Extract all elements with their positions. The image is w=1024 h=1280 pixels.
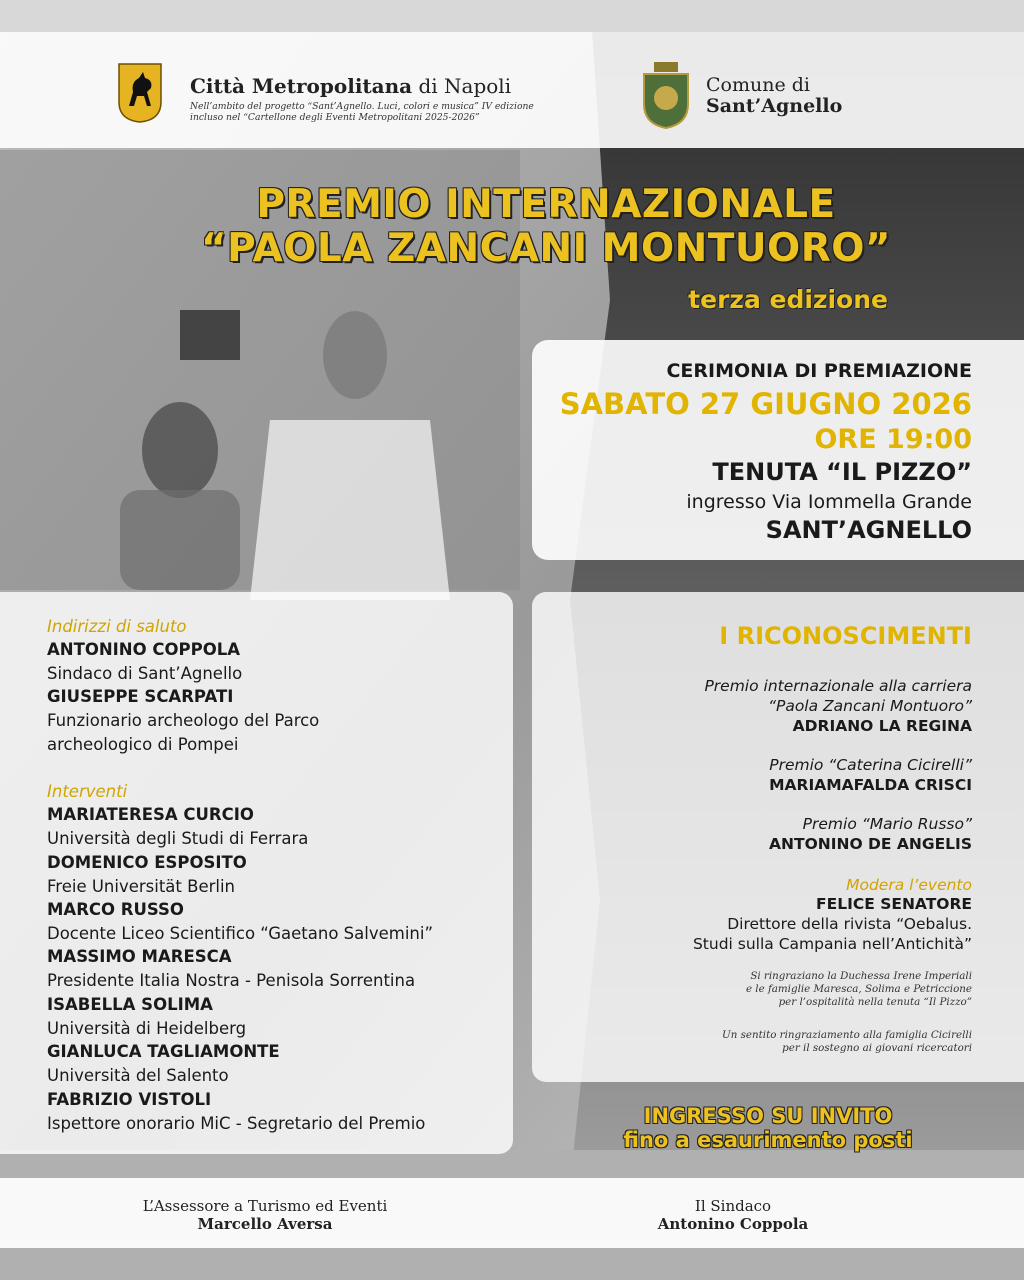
ceremony-label: CERIMONIA DI PREMIAZIONE (666, 360, 972, 382)
greetings-label: Indirizzi di saluto (47, 617, 187, 636)
awards-heading: I RICONOSCIMENTI (719, 622, 972, 650)
metropolitan-city-title: Città Metropolitana di Napoli (190, 74, 512, 98)
speaker-name: ANTONINO COPPOLA (47, 640, 241, 659)
comune-line2: Sant’Agnello (706, 95, 843, 117)
speaker-role: Università degli Studi di Ferrara (47, 829, 309, 848)
award-winner: ADRIANO LA REGINA (792, 717, 972, 735)
speaker-role: Sindaco di Sant’Agnello (47, 664, 243, 683)
mayor-name: Antonino Coppola (657, 1215, 809, 1233)
thanks-note: Si ringraziano la Duchessa Irene Imperiali e le famiglie Maresca, Solima e Petriccione per l’ospitalità nella tenuta “Il Pizzo” (745, 970, 972, 1008)
event-venue: TENUTA “IL PIZZO” (712, 458, 972, 486)
speaker-role: Università del Salento (47, 1066, 229, 1085)
speaker-name: DOMENICO ESPOSITO (47, 853, 247, 872)
award-title: Premio internazionale alla carriera (704, 677, 972, 695)
speaker-role: Docente Liceo Scientifico “Gaetano Salvemini” (47, 924, 434, 943)
metropolitan-crest-icon (117, 62, 163, 124)
invite-line1: INGRESSO SU INVITO (643, 1104, 893, 1128)
thanks-note: Un sentito ringraziamento alla famiglia Cicirelli per il sostegno ai giovani ricercatori (722, 1029, 972, 1054)
mayor-role: Il Sindaco (694, 1197, 772, 1215)
interventions-label: Interventi (47, 782, 128, 801)
award-title-line1: PREMIO INTERNAZIONALE (256, 182, 836, 227)
event-date: SABATO 27 GIUGNO 2026 (559, 387, 972, 421)
award-winner: ANTONINO DE ANGELIS (769, 835, 972, 853)
moderator-role: Direttore della rivista “Oebalus. (727, 915, 972, 933)
moderator-name: FELICE SENATORE (816, 895, 972, 913)
speaker-name: GIUSEPPE SCARPATI (47, 687, 234, 706)
award-winner: MARIAMAFALDA CRISCI (769, 776, 972, 794)
award-title: Premio “Mario Russo” (802, 815, 972, 833)
event-time: ORE 19:00 (814, 424, 972, 455)
award-title: Premio “Caterina Cicirelli” (769, 756, 972, 774)
speaker-role: Presidente Italia Nostra - Penisola Sorrentina (47, 971, 416, 990)
moderator-role: Studi sulla Campania nell’Antichità” (692, 935, 972, 953)
event-town: SANT’AGNELLO (765, 516, 972, 544)
award-title-line2: “PAOLA ZANCANI MONTUORO” (200, 226, 892, 271)
speaker-name: MASSIMO MARESCA (47, 947, 232, 966)
speaker-name: ISABELLA SOLIMA (47, 995, 213, 1014)
speaker-name: FABRIZIO VISTOLI (47, 1090, 212, 1109)
speaker-role: archeologico di Pompei (47, 735, 239, 754)
assessor-role: L’Assessore a Turismo ed Eventi (142, 1197, 388, 1215)
comune-crest-icon (640, 60, 692, 130)
award-title: “Paola Zancani Montuoro” (767, 697, 972, 715)
invite-line2: fino a esaurimento posti (623, 1128, 913, 1152)
assessor-name: Marcello Aversa (197, 1215, 333, 1233)
moderator-label: Modera l’evento (846, 876, 972, 894)
event-entrance: ingresso Via Iommella Grande (686, 491, 972, 513)
speaker-name: MARIATERESA CURCIO (47, 805, 254, 824)
speaker-name: GIANLUCA TAGLIAMONTE (47, 1042, 280, 1061)
speaker-name: MARCO RUSSO (47, 900, 184, 919)
speaker-role: Università di Heidelberg (47, 1019, 247, 1038)
speaker-role: Funzionario archeologo del Parco (47, 711, 320, 730)
edition-label: terza edizione (688, 285, 888, 314)
metropolitan-project-note: Nell’ambito del progetto “Sant’Agnello. Luci, colori e musica” IV edizione incluso nel “Cartellone degli Eventi Metropolitani 2025-2026” (190, 101, 534, 123)
speaker-role: Freie Universität Berlin (47, 877, 236, 896)
comune-line1: Comune di (706, 74, 810, 96)
speaker-role: Ispettore onorario MiC - Segretario del Premio (47, 1114, 426, 1133)
